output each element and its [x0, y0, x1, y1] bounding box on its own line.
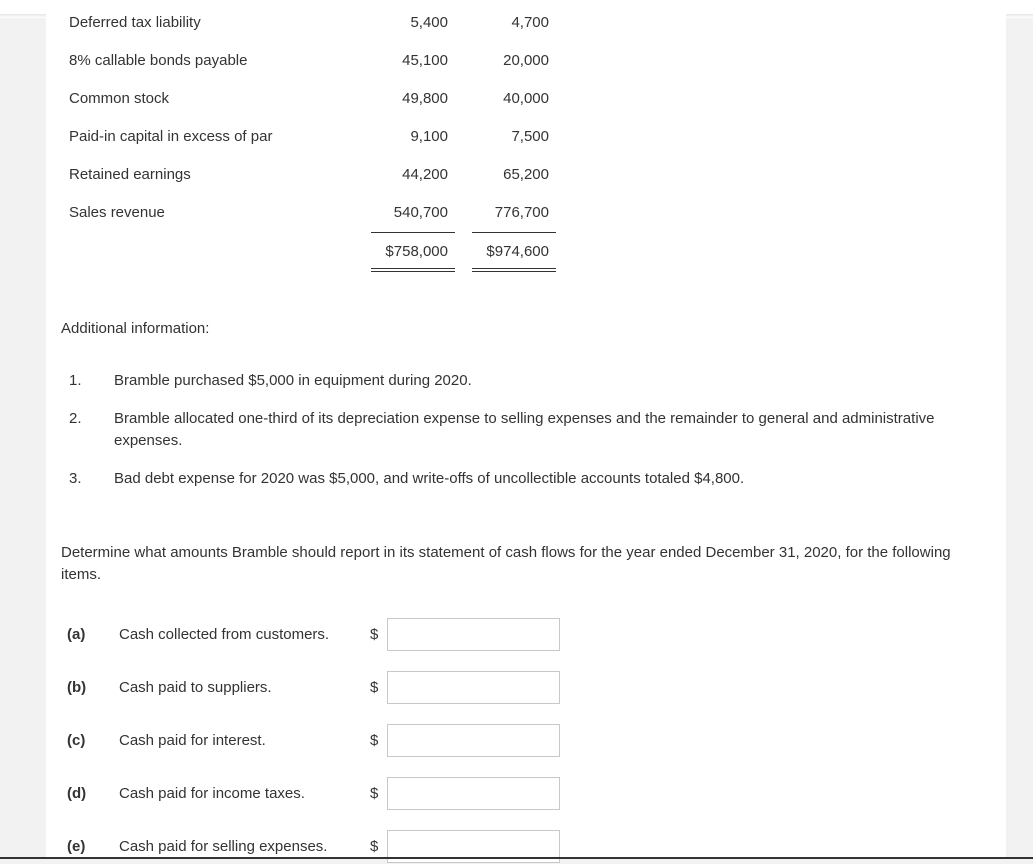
- answer-row-b: [0, 671, 1033, 705]
- table-row: [0, 164, 1033, 186]
- item-letter: (a): [67, 626, 86, 643]
- dollar-sign: $: [370, 732, 379, 749]
- total-2019: $758,000: [385, 243, 448, 260]
- value-2020: 20,000: [503, 52, 549, 69]
- row-label: Common stock: [69, 90, 170, 107]
- answer-row-c: [0, 724, 1033, 758]
- table-row: [0, 202, 1033, 224]
- table-row: [0, 50, 1033, 72]
- item-label: Cash collected from customers.: [119, 626, 330, 643]
- value-2020: 40,000: [503, 90, 549, 107]
- row-label: Retained earnings: [69, 166, 191, 183]
- item-letter: (e): [67, 838, 86, 855]
- cash-for-income-taxes-input[interactable]: [387, 777, 560, 810]
- total-double-rule: [371, 268, 455, 272]
- row-label: Sales revenue: [69, 204, 165, 221]
- answer-row-d: [0, 777, 1033, 811]
- total-2020: $974,600: [486, 243, 549, 260]
- row-label: Deferred tax liability: [69, 14, 201, 31]
- value-2019: 540,700: [393, 204, 448, 221]
- value-2019: 5,400: [410, 14, 448, 31]
- note-number: 1.: [69, 372, 82, 389]
- note-number: 2.: [69, 410, 82, 427]
- answer-row-a: [0, 618, 1033, 652]
- note-number: 3.: [69, 470, 82, 487]
- row-label: Paid-in capital in excess of par: [69, 128, 273, 145]
- dollar-sign: $: [370, 838, 379, 855]
- additional-info-heading: Additional information:: [61, 320, 210, 337]
- cash-from-customers-input[interactable]: [387, 618, 560, 651]
- table-row: [0, 88, 1033, 110]
- question-prompt: Determine what amounts Bramble should report in its statement of cash flows for the year ended December 31, 2020, for the following items.: [61, 544, 951, 583]
- value-2020: 7,500: [511, 128, 549, 145]
- value-2020: 65,200: [503, 166, 549, 183]
- item-label: Cash paid for interest.: [119, 732, 266, 749]
- dollar-sign: $: [370, 679, 379, 696]
- value-2020: 776,700: [494, 204, 549, 221]
- note-text: Bramble purchased $5,000 in equipment during 2020.: [114, 372, 472, 389]
- cash-to-suppliers-input[interactable]: [387, 671, 560, 704]
- note-text: Bad debt expense for 2020 was $5,000, and write-offs of uncollectible accounts totaled $4,800.: [114, 470, 745, 487]
- total-double-rule: [472, 268, 556, 272]
- cash-for-interest-input[interactable]: [387, 724, 560, 757]
- value-2019: 45,100: [402, 52, 448, 69]
- list-item: [0, 408, 1033, 452]
- item-letter: (c): [67, 732, 86, 749]
- subtotal-rule: [371, 232, 455, 233]
- total-row: [0, 241, 1033, 263]
- item-label: Cash paid for selling expenses.: [119, 838, 328, 855]
- item-letter: (d): [67, 785, 87, 802]
- item-letter: (b): [67, 679, 87, 696]
- dollar-sign: $: [370, 785, 379, 802]
- value-2020: 4,700: [511, 14, 549, 31]
- row-label: 8% callable bonds payable: [69, 52, 248, 69]
- dollar-sign: $: [370, 626, 379, 643]
- value-2019: 9,100: [410, 128, 448, 145]
- value-2019: 44,200: [402, 166, 448, 183]
- item-label: Cash paid to suppliers.: [119, 679, 272, 696]
- table-row: [0, 126, 1033, 148]
- table-row: [0, 12, 1033, 34]
- item-label: Cash paid for income taxes.: [119, 785, 305, 802]
- value-2019: 49,800: [402, 90, 448, 107]
- note-text: Bramble allocated one-third of its depreciation expense to selling expenses and the remainder to general and administrative expenses.: [114, 410, 935, 449]
- subtotal-rule: [472, 232, 556, 233]
- list-item: [0, 370, 1033, 392]
- list-item: [0, 468, 1033, 490]
